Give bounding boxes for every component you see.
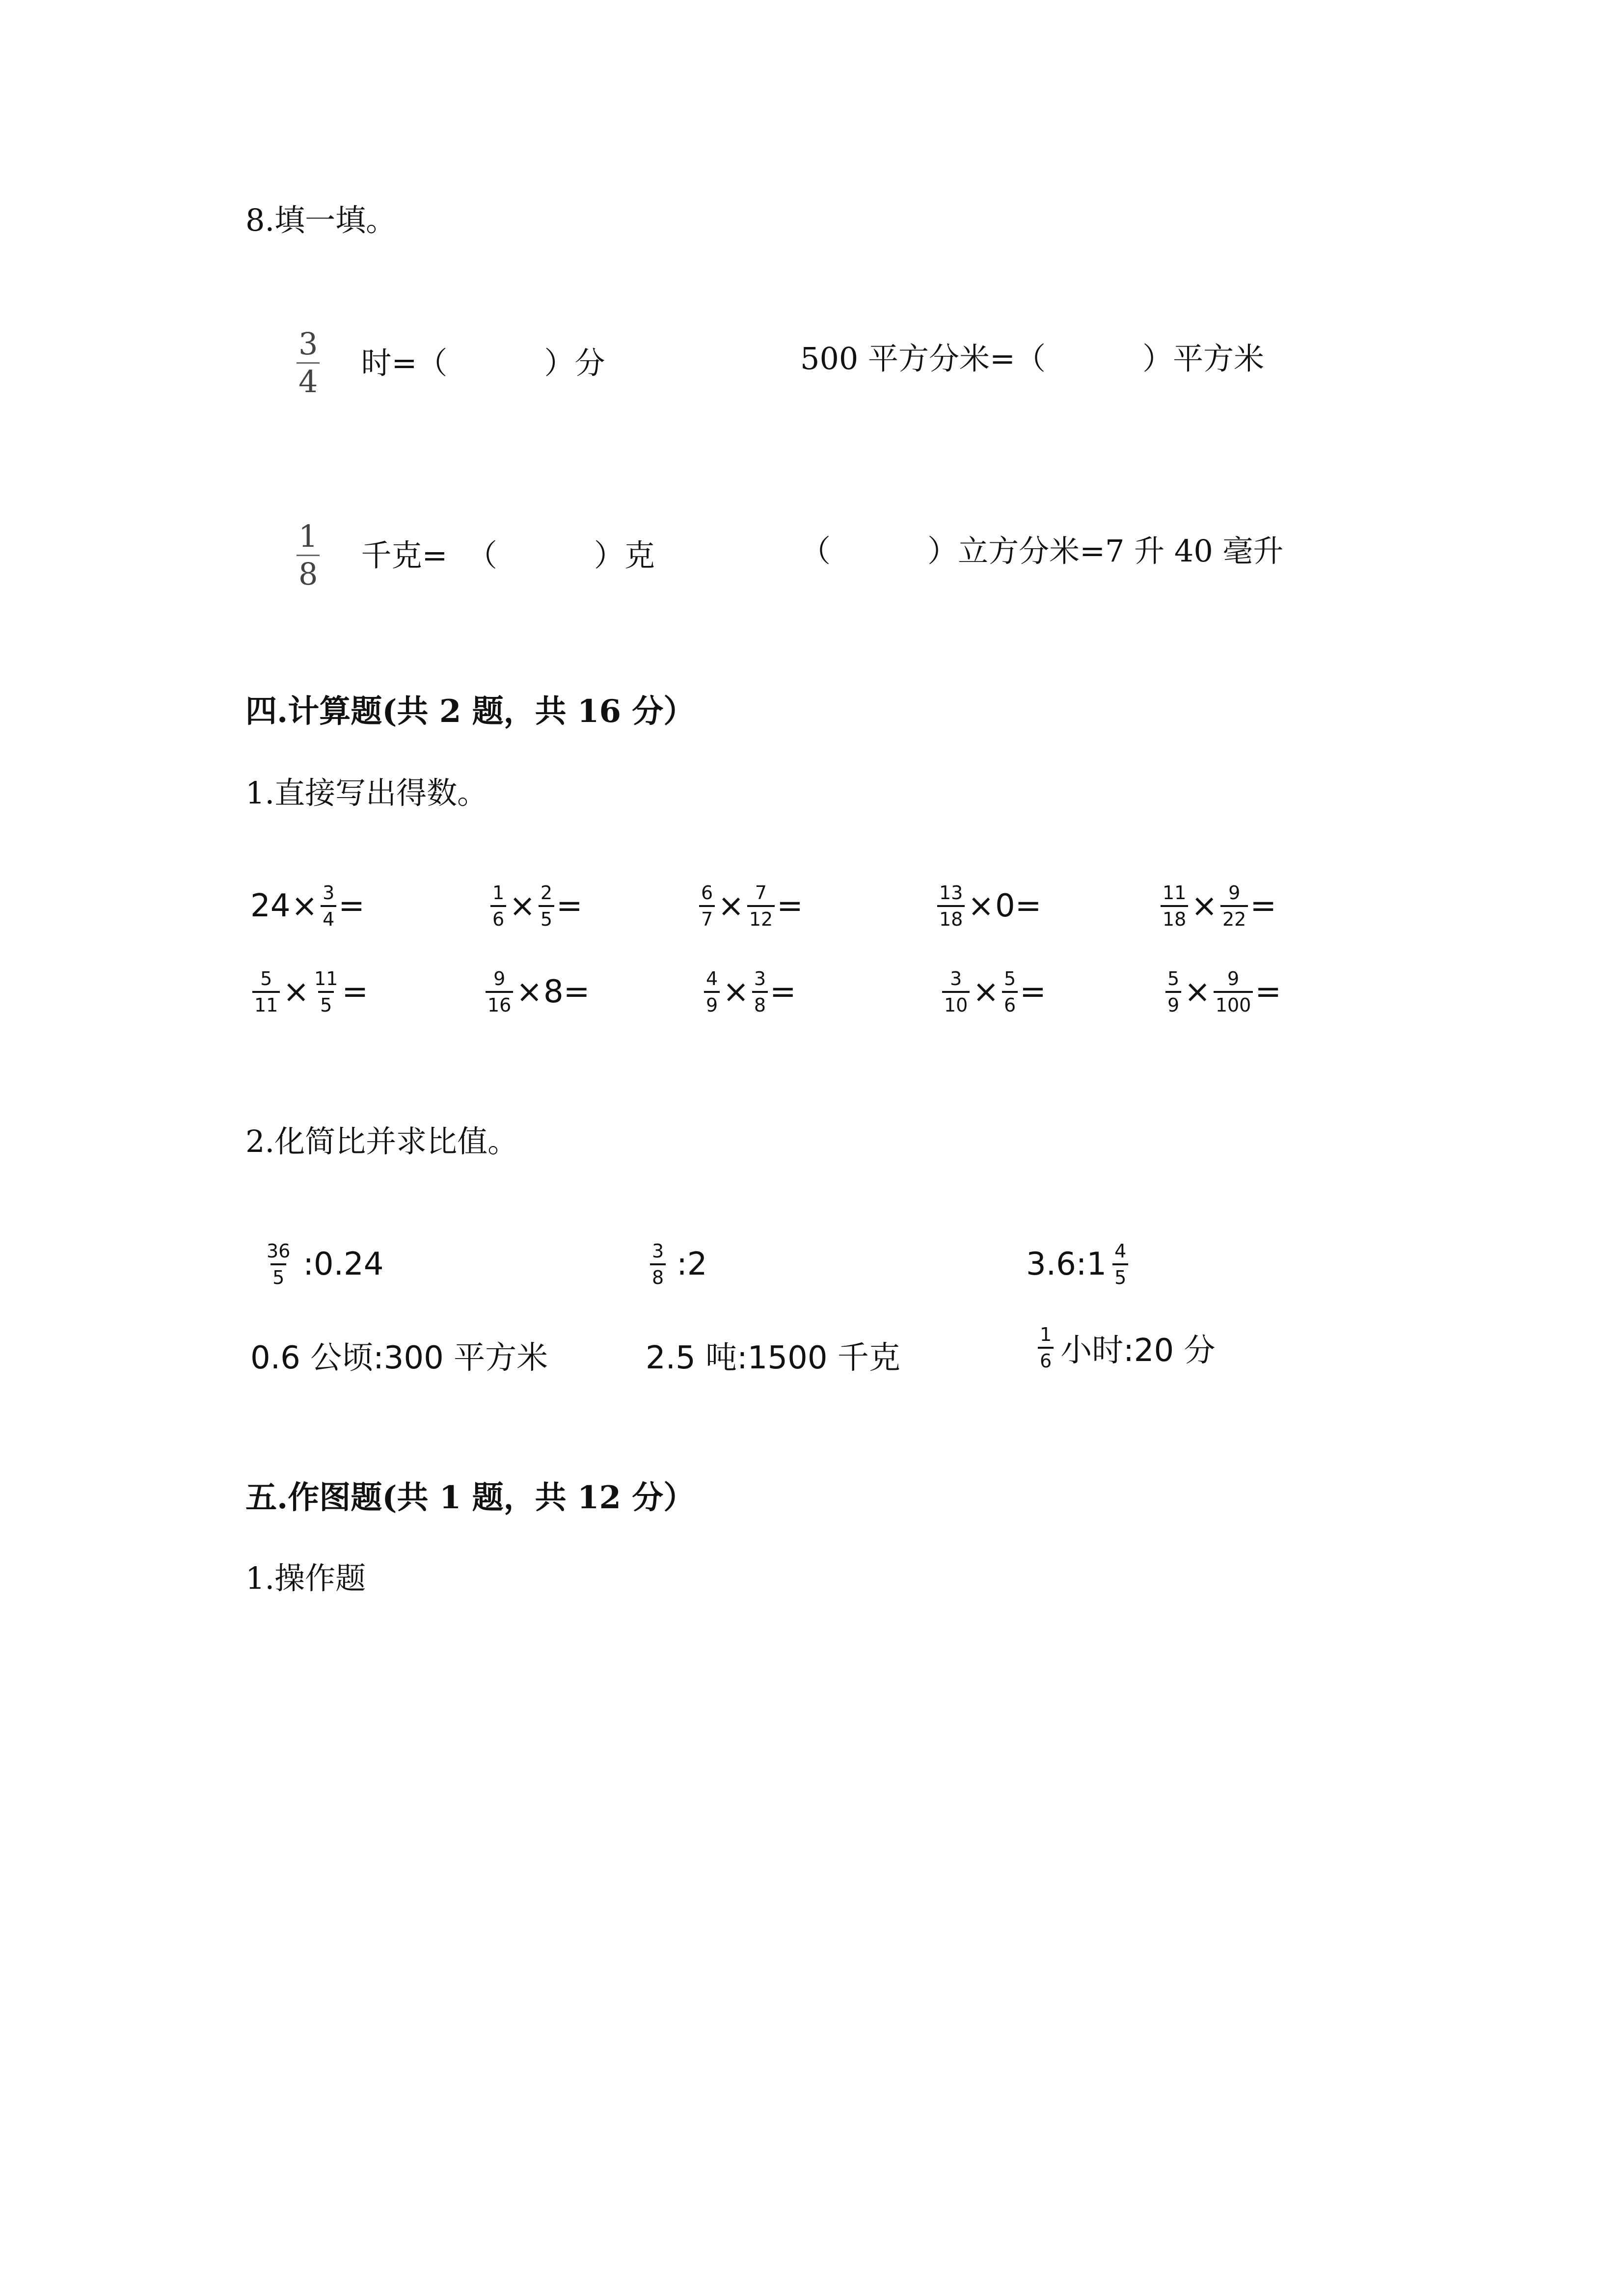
ratio-item: $\frac{36}{5}$ :0.24 <box>263 1242 383 1287</box>
fraction: $\frac{3}{4}$ <box>297 329 320 397</box>
q8-item-1-text: 时=（ ）分 <box>361 345 605 381</box>
fraction: $\frac{1}{8}$ <box>297 521 320 589</box>
calc-item: 24 × $\frac{3}{4}$ = <box>250 882 365 930</box>
fraction: $\frac{5}{9}$ <box>1165 969 1181 1015</box>
fraction: $\frac{1}{6}$ <box>1038 1325 1054 1370</box>
fraction: $\frac{6}{7}$ <box>699 883 715 929</box>
calc-item: $\frac{11}{18}$ × $\frac{9}{22}$ = <box>1159 883 1276 929</box>
calc-item: $\frac{6}{7}$ × $\frac{7}{12}$ = <box>697 883 803 929</box>
fraction: $\frac{11}{5}$ <box>314 968 338 1016</box>
fraction: $\frac{5}{6}$ <box>1002 969 1018 1015</box>
fraction: $\frac{9}{100}$ <box>1214 969 1253 1015</box>
calc-item: $\frac{9}{16}$ × 8 = <box>484 969 590 1015</box>
section4-q1-title: 1.直接写出得数。 <box>245 775 488 811</box>
fraction: $\frac{4}{9}$ <box>704 969 720 1015</box>
ratio-item: $\frac{3}{8}$ :2 <box>648 1242 707 1287</box>
calc-item: $\frac{5}{9}$ × $\frac{9}{100}$ = <box>1164 969 1281 1015</box>
q8-item-4: （ ）立方分米=7 升 40 毫升 <box>800 533 1284 569</box>
fraction: $\frac{13}{18}$ <box>937 883 965 929</box>
section5-heading: 五.作图题(共 1 题，共 12 分） <box>245 1479 695 1516</box>
fraction: $\frac{3}{10}$ <box>942 969 970 1015</box>
q8-item-3 <box>295 518 655 592</box>
calc-item: $\frac{1}{6}$ × $\frac{2}{5}$ = <box>488 883 583 929</box>
ratio-item: $\frac{1}{6}$ 小时:20 分 <box>1036 1325 1216 1370</box>
fraction: $\frac{3}{8}$ <box>650 1242 666 1287</box>
ratio-item: 0.6 公顷:300 平方米 <box>250 1340 548 1376</box>
q8-item-1 <box>295 326 605 400</box>
q8-title: 8.填一填。 <box>245 202 397 238</box>
fraction: $\frac{3}{8}$ <box>752 969 768 1015</box>
ratio-item: 3.6:1 $\frac{4}{5}$ <box>1026 1242 1130 1287</box>
calc-item: $\frac{4}{9}$ × $\frac{3}{8}$ = <box>702 969 796 1015</box>
q8-item-2: 500 平方分米=（ ）平方米 <box>800 341 1265 376</box>
fraction: $\frac{4}{5}$ <box>1112 1242 1128 1287</box>
fraction: $\frac{1}{6}$ <box>490 883 506 929</box>
ratio-item: 2.5 吨:1500 千克 <box>646 1340 900 1376</box>
fraction: $\frac{9}{22}$ <box>1220 883 1248 929</box>
section4-heading: 四.计算题(共 2 题，共 16 分） <box>245 693 695 730</box>
calc-item: $\frac{13}{18}$ × 0 = <box>935 883 1041 929</box>
fraction: $\frac{11}{18}$ <box>1161 883 1188 929</box>
fraction: $\frac{9}{16}$ <box>486 969 513 1015</box>
fraction: $\frac{36}{5}$ <box>267 1240 291 1288</box>
fraction: $\frac{5}{11}$ <box>252 969 280 1015</box>
section4-q2-title: 2.化简比并求比值。 <box>245 1123 518 1159</box>
fraction: $\frac{7}{12}$ <box>747 883 775 929</box>
q8-item-3-text: 千克= （ ）克 <box>361 537 655 573</box>
fraction: $\frac{3}{4}$ <box>321 883 336 929</box>
section5-q1-title: 1.操作题 <box>245 1560 366 1596</box>
calc-item: $\frac{3}{10}$ × $\frac{5}{6}$ = <box>940 969 1046 1015</box>
fraction: $\frac{2}{5}$ <box>539 883 554 929</box>
calc-item: $\frac{5}{11}$ × $\frac{11}{5}$ = <box>250 969 368 1015</box>
